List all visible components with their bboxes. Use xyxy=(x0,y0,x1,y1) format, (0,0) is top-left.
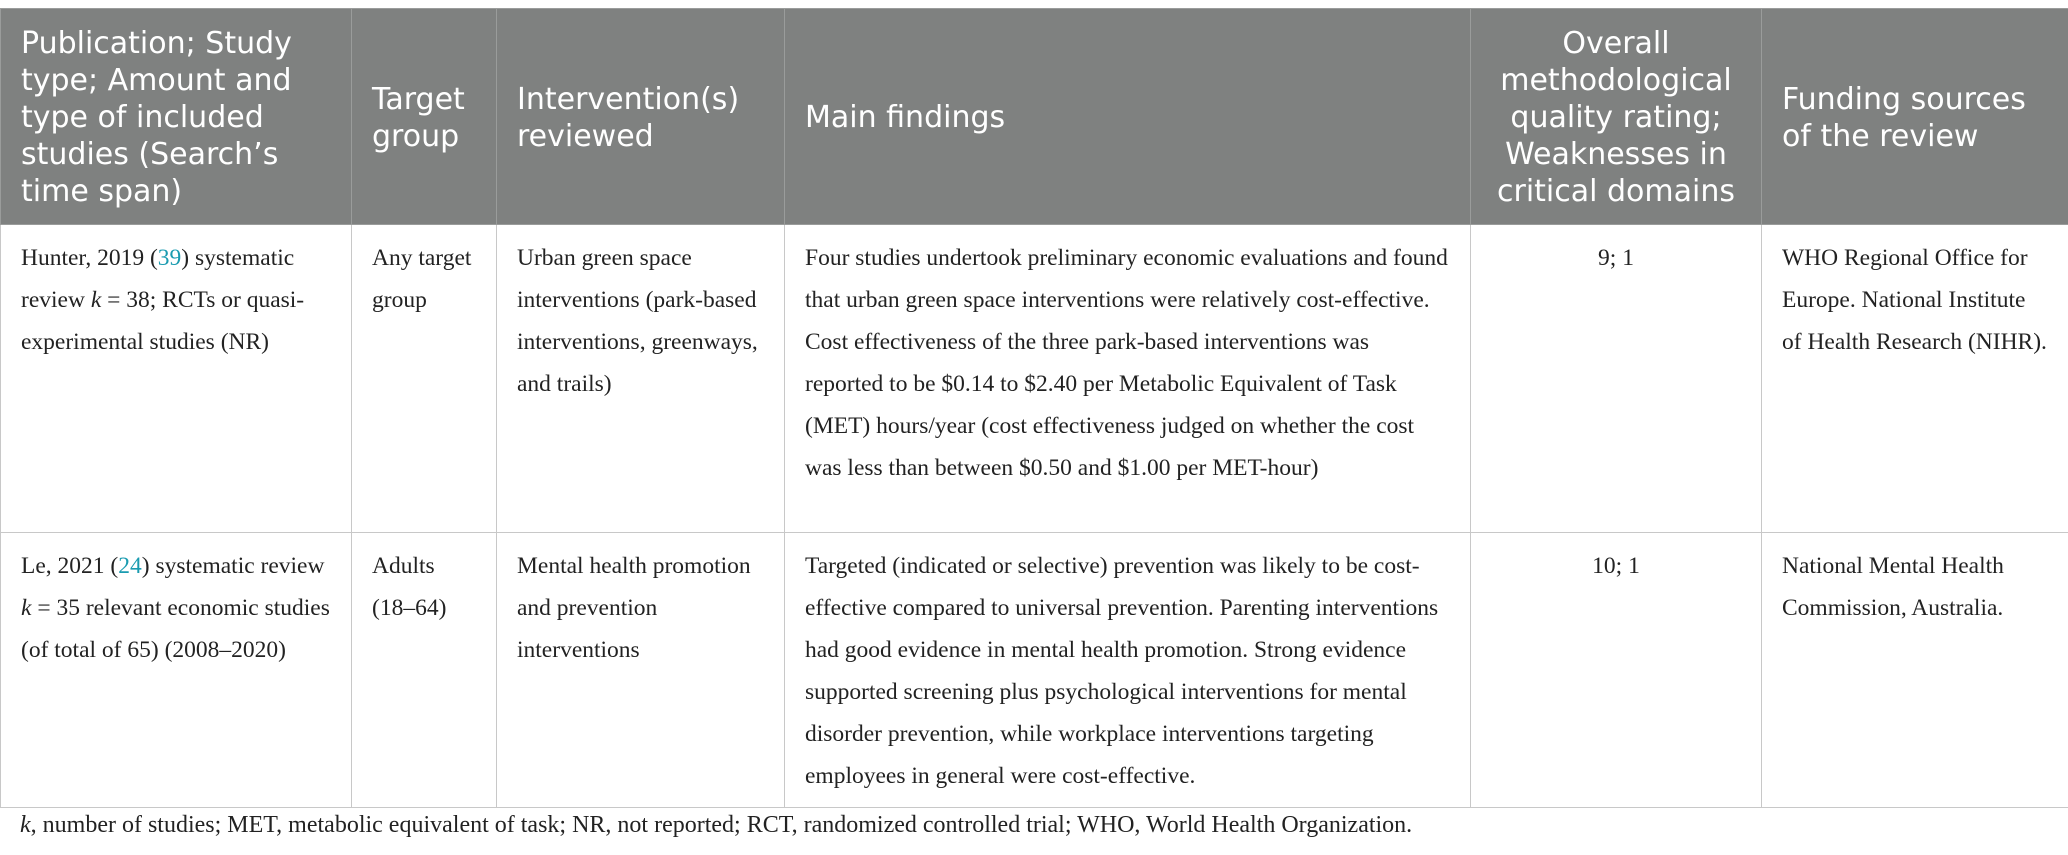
pub-text: = 38; RCTs or quasi-experimental studies (NR) xyxy=(21,287,305,355)
cell-interventions: Urban green space interventions (park-based interventions, greenways, and trails) xyxy=(497,225,785,533)
cell-main-findings: Targeted (indicated or selective) prevention was likely to be cost-effective compared to universal prevention. Parenting interventions had good evidence in mental health promotion. Strong evidence supported screening plus psychological interventions for mental disorder prevention, while workplace interventions targeting employees in general were cost-effective. xyxy=(785,533,1471,808)
cell-target-group: Any target group xyxy=(352,225,497,533)
cell-publication xyxy=(1,225,352,533)
reference-link[interactable]: 39 xyxy=(157,245,182,271)
header-funding: Funding sources of the review xyxy=(1762,9,2068,225)
header-row xyxy=(1,9,2068,225)
review-table xyxy=(0,8,2068,808)
footnote-text: , number of studies; MET, metabolic equivalent of task; NR, not reported; RCT, randomized controlled trial; WHO, World Health Organization. xyxy=(30,812,1413,838)
cell-interventions: Mental health promotion and prevention interventions xyxy=(497,533,785,808)
pub-text: Hunter, 2019 ( xyxy=(21,245,158,271)
reference-link[interactable]: 24 xyxy=(118,553,142,579)
header-main-findings: Main findings xyxy=(785,9,1471,225)
pub-text: = 35 relevant economic studies (of total of 65) (2008–2020) xyxy=(21,595,330,663)
table-row xyxy=(1,225,2068,533)
pub-text: ) systematic review xyxy=(141,553,325,579)
cell-quality-rating: 10; 1 xyxy=(1471,533,1762,808)
k-symbol: k xyxy=(21,595,32,621)
k-symbol: k xyxy=(90,287,102,313)
table-footnote xyxy=(20,812,1412,839)
cell-main-findings: Four studies undertook preliminary economic evaluations and found that urban green space interventions were relatively cost-effective. Cost effectiveness of the three park-based interventions was reported to be $0.14 to $2.40 per Metabolic Equivalent of Task (MET) hours/year (cost effectiveness judged on whether the cost was less than between $0.50 and $1.00 per MET-hour) xyxy=(785,225,1471,533)
table-row xyxy=(1,533,2068,808)
cell-quality-rating: 9; 1 xyxy=(1471,225,1762,533)
cell-funding: National Mental Health Commission, Australia. xyxy=(1762,533,2068,808)
table-container xyxy=(0,8,2068,808)
pub-text: Le, 2021 ( xyxy=(21,553,119,579)
header-quality-rating: Overall methodological quality rating; Weaknesses in critical domains xyxy=(1471,9,1762,225)
header-target-group: Target group xyxy=(352,9,497,225)
header-publication: Publication; Study type; Amount and type of included studies (Search’s time span) xyxy=(1,9,352,225)
cell-funding: WHO Regional Office for Europe. National Institute of Health Research (NIHR). xyxy=(1762,225,2068,533)
pub-text: ) systematic review xyxy=(21,245,295,313)
footnote-k: k xyxy=(20,812,31,838)
cell-publication xyxy=(1,533,352,808)
cell-target-group: Adults (18–64) xyxy=(352,533,497,808)
header-interventions: Intervention(s) reviewed xyxy=(497,9,785,225)
